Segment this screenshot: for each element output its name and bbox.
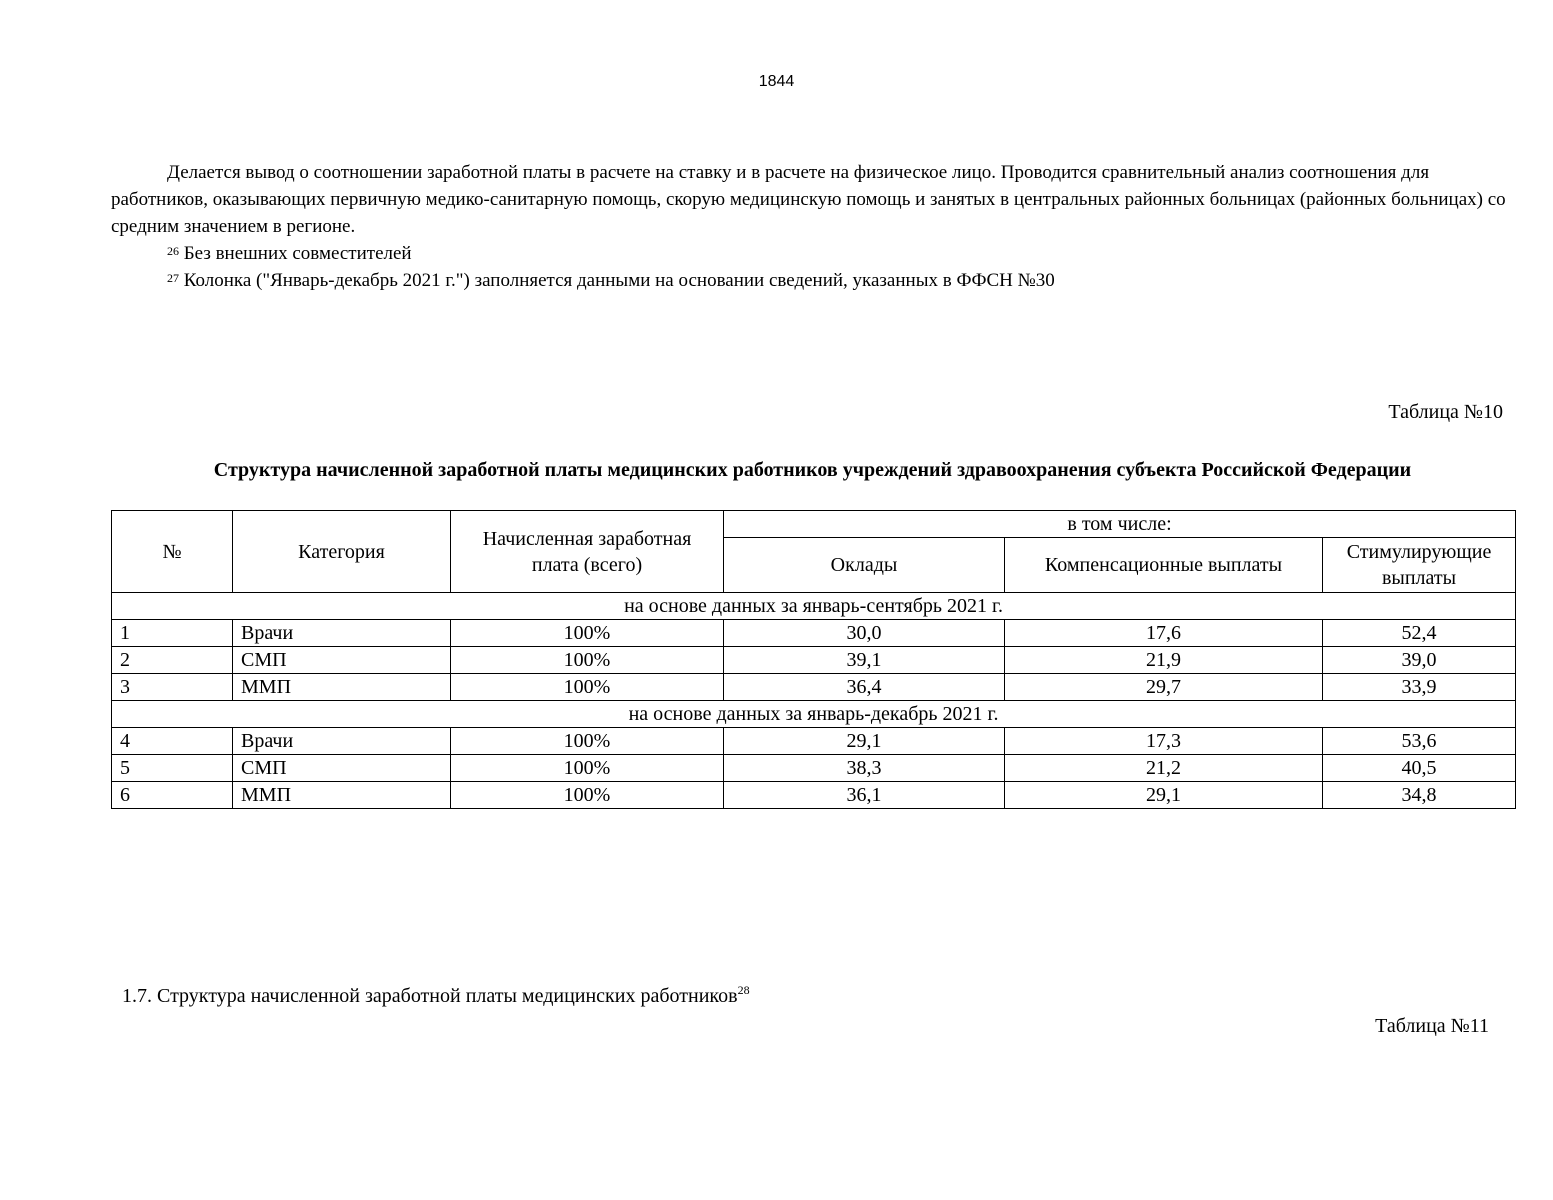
row-num: 1 xyxy=(112,620,233,647)
row-incentive: 52,4 xyxy=(1323,620,1516,647)
row-compensation: 21,2 xyxy=(1005,755,1323,782)
row-salaries: 29,1 xyxy=(724,728,1005,755)
header-including: в том числе: xyxy=(724,511,1516,538)
row-salaries: 39,1 xyxy=(724,647,1005,674)
table-10-number: Таблица №10 xyxy=(1388,401,1503,423)
footnote-27 xyxy=(111,267,1511,294)
row-salaries: 30,0 xyxy=(724,620,1005,647)
row-incentive: 40,5 xyxy=(1323,755,1516,782)
row-category: СМП xyxy=(233,755,451,782)
row-total: 100% xyxy=(451,728,724,755)
table-row xyxy=(112,782,1516,809)
footnote-27-text: Колонка ("Январь-декабрь 2021 г.") заполняется данными на основании сведений, указанных в ФФСН №30 xyxy=(183,270,1055,291)
page-number: 1844 xyxy=(758,73,795,90)
group-label-jan-dec: на основе данных за январь-декабрь 2021 г. xyxy=(112,701,1516,728)
table-row xyxy=(112,674,1516,701)
row-compensation: 29,7 xyxy=(1005,674,1323,701)
section-heading xyxy=(122,985,750,1008)
row-total: 100% xyxy=(451,755,724,782)
footnote-27-mark: 27 xyxy=(167,271,179,285)
row-incentive: 34,8 xyxy=(1323,782,1516,809)
row-compensation: 21,9 xyxy=(1005,647,1323,674)
row-incentive: 33,9 xyxy=(1323,674,1516,701)
row-compensation: 29,1 xyxy=(1005,782,1323,809)
header-category: Категория xyxy=(233,511,451,593)
header-num: № xyxy=(112,511,233,593)
row-num: 6 xyxy=(112,782,233,809)
row-category: Врачи xyxy=(233,728,451,755)
section-heading-text: 1.7. Структура начисленной заработной платы медицинских работников xyxy=(122,985,738,1007)
row-num: 4 xyxy=(112,728,233,755)
row-num: 5 xyxy=(112,755,233,782)
footnote-26-mark: 26 xyxy=(167,244,179,258)
salary-structure-table xyxy=(111,510,1516,809)
intro-paragraph: Делается вывод о соотношении заработной платы в расчете на ставку и в расчете на физическое лицо. Проводится сравнительный анализ соотношения для работников, оказывающих первичную медико-санитарную помощь, скорую медицинскую помощь и занятых в центральных районных больницах (районных больницах) со средним значением в регионе. xyxy=(111,162,1506,237)
table-10-title: Структура начисленной заработной платы медицинских работников учреждений здравоохранения субъекта Российской Федерации xyxy=(213,459,1412,481)
intro-text xyxy=(111,159,1511,294)
row-incentive: 39,0 xyxy=(1323,647,1516,674)
row-category: СМП xyxy=(233,647,451,674)
row-total: 100% xyxy=(451,620,724,647)
table-row xyxy=(112,620,1516,647)
footnote-28-mark: 28 xyxy=(737,983,750,997)
row-category: Врачи xyxy=(233,620,451,647)
header-compensation: Компенсационные выплаты xyxy=(1005,538,1323,593)
table-row xyxy=(112,755,1516,782)
table-row xyxy=(112,647,1516,674)
row-num: 2 xyxy=(112,647,233,674)
row-category: ММП xyxy=(233,782,451,809)
row-total: 100% xyxy=(451,674,724,701)
row-salaries: 36,4 xyxy=(724,674,1005,701)
row-category: ММП xyxy=(233,674,451,701)
group-label-jan-sep: на основе данных за январь-сентябрь 2021 г. xyxy=(112,593,1516,620)
row-total: 100% xyxy=(451,647,724,674)
header-salaries: Оклады xyxy=(724,538,1005,593)
row-compensation: 17,6 xyxy=(1005,620,1323,647)
table-row xyxy=(112,728,1516,755)
row-salaries: 36,1 xyxy=(724,782,1005,809)
row-num: 3 xyxy=(112,674,233,701)
row-incentive: 53,6 xyxy=(1323,728,1516,755)
table-11-number: Таблица №11 xyxy=(1375,1015,1489,1037)
header-incentive: Стимулирующие выплаты xyxy=(1323,538,1516,593)
row-salaries: 38,3 xyxy=(724,755,1005,782)
header-total: Начисленная заработная плата (всего) xyxy=(451,511,724,593)
footnote-26-text: Без внешних совместителей xyxy=(183,243,412,264)
row-total: 100% xyxy=(451,782,724,809)
footnote-26 xyxy=(111,240,1511,267)
row-compensation: 17,3 xyxy=(1005,728,1323,755)
